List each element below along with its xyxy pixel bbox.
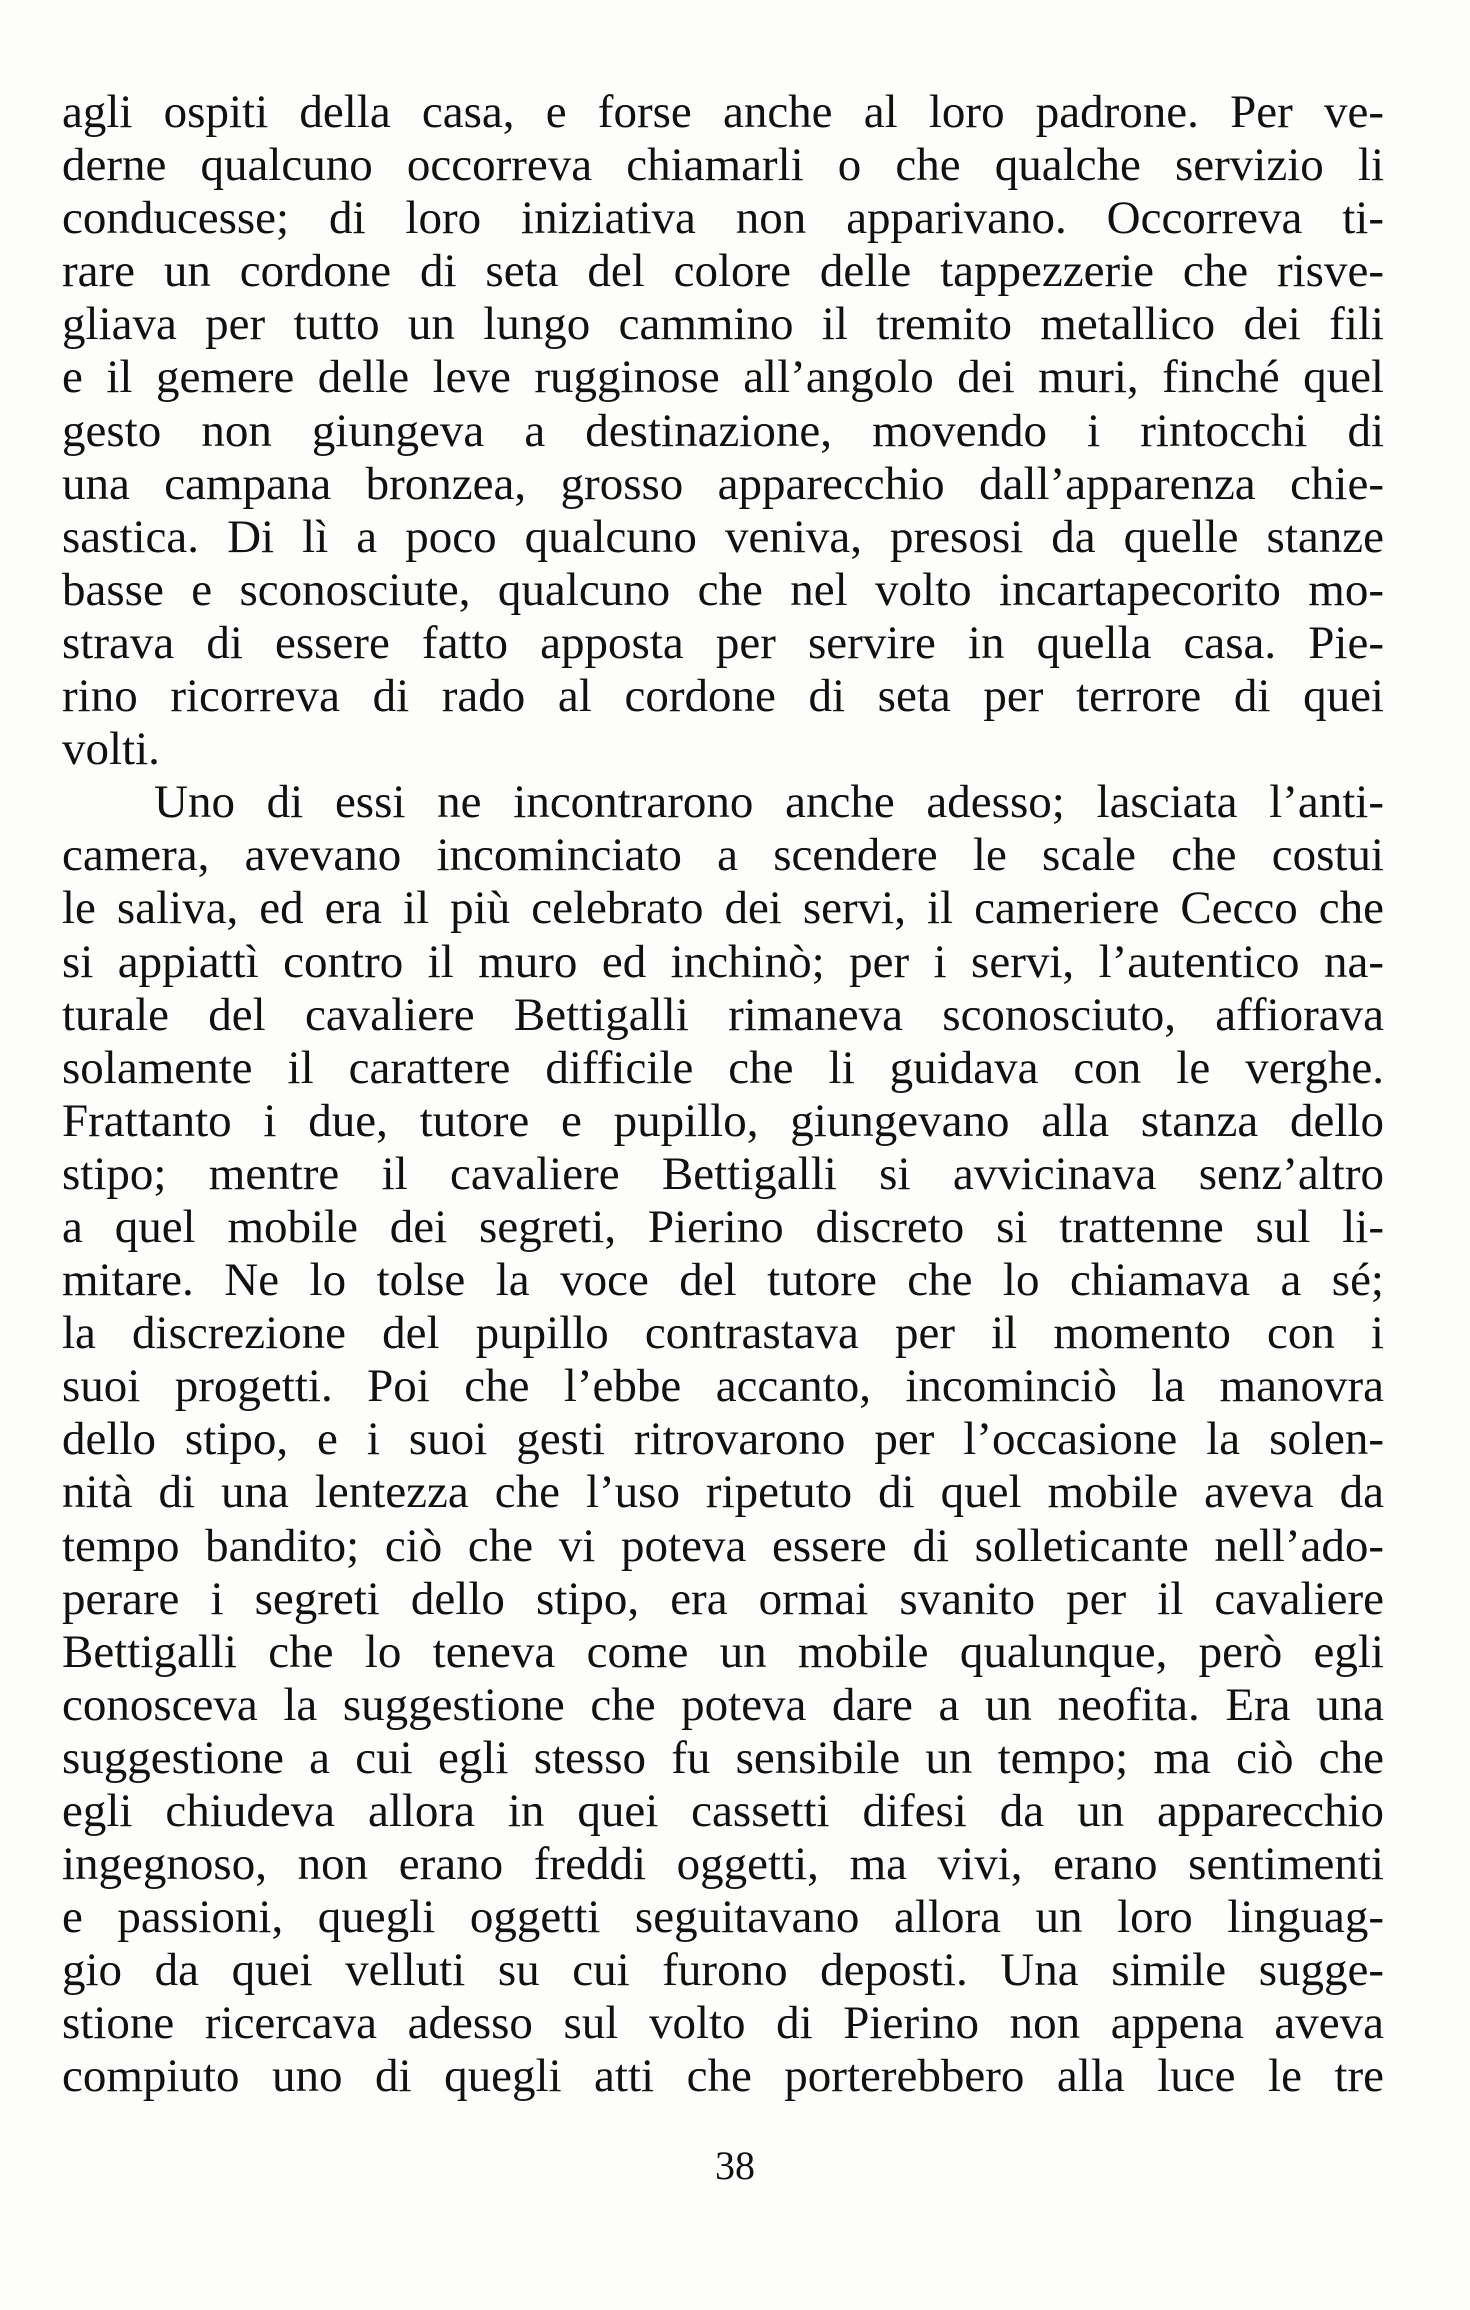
text-line: mitare. Ne lo tolse la voce del tutore che lo chiamava a sé; — [62, 1254, 1384, 1307]
text-line: tempo bandito; ciò che vi poteva essere di solleticante nell’ado- — [62, 1519, 1384, 1572]
text-line: nità di una lentezza che l’uso ripetuto di quel mobile aveva da — [62, 1466, 1384, 1519]
text-line: strava di essere fatto apposta per servire in quella casa. Pie- — [62, 616, 1384, 669]
text-line: e il gemere delle leve rugginose all’angolo dei muri, finché quel — [62, 351, 1384, 404]
text-line: suggestione a cui egli stesso fu sensibile un tempo; ma ciò che — [62, 1731, 1384, 1784]
text-line: perare i segreti dello stipo, era ormai svanito per il cavaliere — [62, 1572, 1384, 1625]
page-number: 38 — [715, 2143, 755, 2188]
text-line: egli chiudeva allora in quei cassetti difesi da un apparecchio — [62, 1785, 1384, 1837]
text-line: suoi progetti. Poi che l’ebbe accanto, incominciò la manovra — [62, 1360, 1384, 1413]
text-line: si appiattì contro il muro ed inchinò; per i servi, l’autentico na- — [62, 935, 1384, 988]
text-line: derne qualcuno occorreva chiamarli o che qualche servizio li — [62, 139, 1384, 192]
text-line: dello stipo, e i suoi gesti ritrovarono per l’occasione la solen- — [62, 1413, 1384, 1466]
text-line: una campana bronzea, grosso apparecchio dall’apparenza chie- — [62, 457, 1384, 510]
text-line: sastica. Di lì a poco qualcuno veniva, presosi da quelle stanze — [62, 510, 1384, 563]
text-line: a quel mobile dei segreti, Pierino discreto si trattenne sul li- — [62, 1200, 1384, 1253]
text-line: Frattanto i due, tutore e pupillo, giungevano alla stanza dello — [62, 1094, 1384, 1147]
text-line: Bettigalli che lo teneva come un mobile qualunque, però egli — [62, 1625, 1384, 1678]
text-line-paragraph-start: Uno di essi ne incontrarono anche adesso; lasciata l’anti- — [154, 776, 1384, 829]
text-line: conosceva la suggestione che poteva dare a un neofita. Era una — [62, 1678, 1384, 1731]
text-line: gliava per tutto un lungo cammino il tremito metallico dei fili — [62, 298, 1384, 351]
text-line: conducesse; di loro iniziativa non apparivano. Occorreva ti- — [62, 192, 1384, 245]
text-line: basse e sconosciute, qualcuno che nel volto incartapecorito mo- — [62, 563, 1384, 616]
text-line: gio da quei velluti su cui furono deposti. Una simile sugge- — [62, 1944, 1384, 1997]
text-line: compiuto uno di quegli atti che porterebbero alla luce le tre — [62, 2050, 1384, 2103]
text-line: solamente il carattere difficile che li guidava con le verghe. — [62, 1041, 1384, 1094]
text-line: le saliva, ed era il più celebrato dei servi, il cameriere Cecco che — [62, 882, 1384, 935]
text-line: stipo; mentre il cavaliere Bettigalli si avvicinava senz’altro — [62, 1147, 1384, 1200]
text-line: rare un cordone di seta del colore delle tappezzerie che risve- — [62, 245, 1384, 298]
text-line: turale del cavaliere Bettigalli rimaneva sconosciuto, affiorava — [62, 988, 1384, 1041]
text-line: rino ricorreva di rado al cordone di seta per terrore di quei — [62, 670, 1384, 723]
text-line: gesto non giungeva a destinazione, movendo i rintocchi di — [62, 404, 1384, 457]
text-line: la discrezione del pupillo contrastava per il momento con i — [62, 1307, 1384, 1360]
text-line-paragraph-end: volti. — [62, 723, 160, 776]
text-line: camera, avevano incominciato a scendere le scale che costui — [62, 829, 1384, 882]
text-line: ingegnoso, non erano freddi oggetti, ma vivi, erano sentimenti — [62, 1838, 1384, 1891]
text-line: stione ricercava adesso sul volto di Pierino non appena aveva — [62, 1997, 1384, 2050]
text-line: agli ospiti della casa, e forse anche al loro padrone. Per ve- — [62, 86, 1384, 138]
text-line: e passioni, quegli oggetti seguitavano allora un loro linguag- — [62, 1891, 1384, 1944]
body-text — [62, 86, 1384, 2104]
